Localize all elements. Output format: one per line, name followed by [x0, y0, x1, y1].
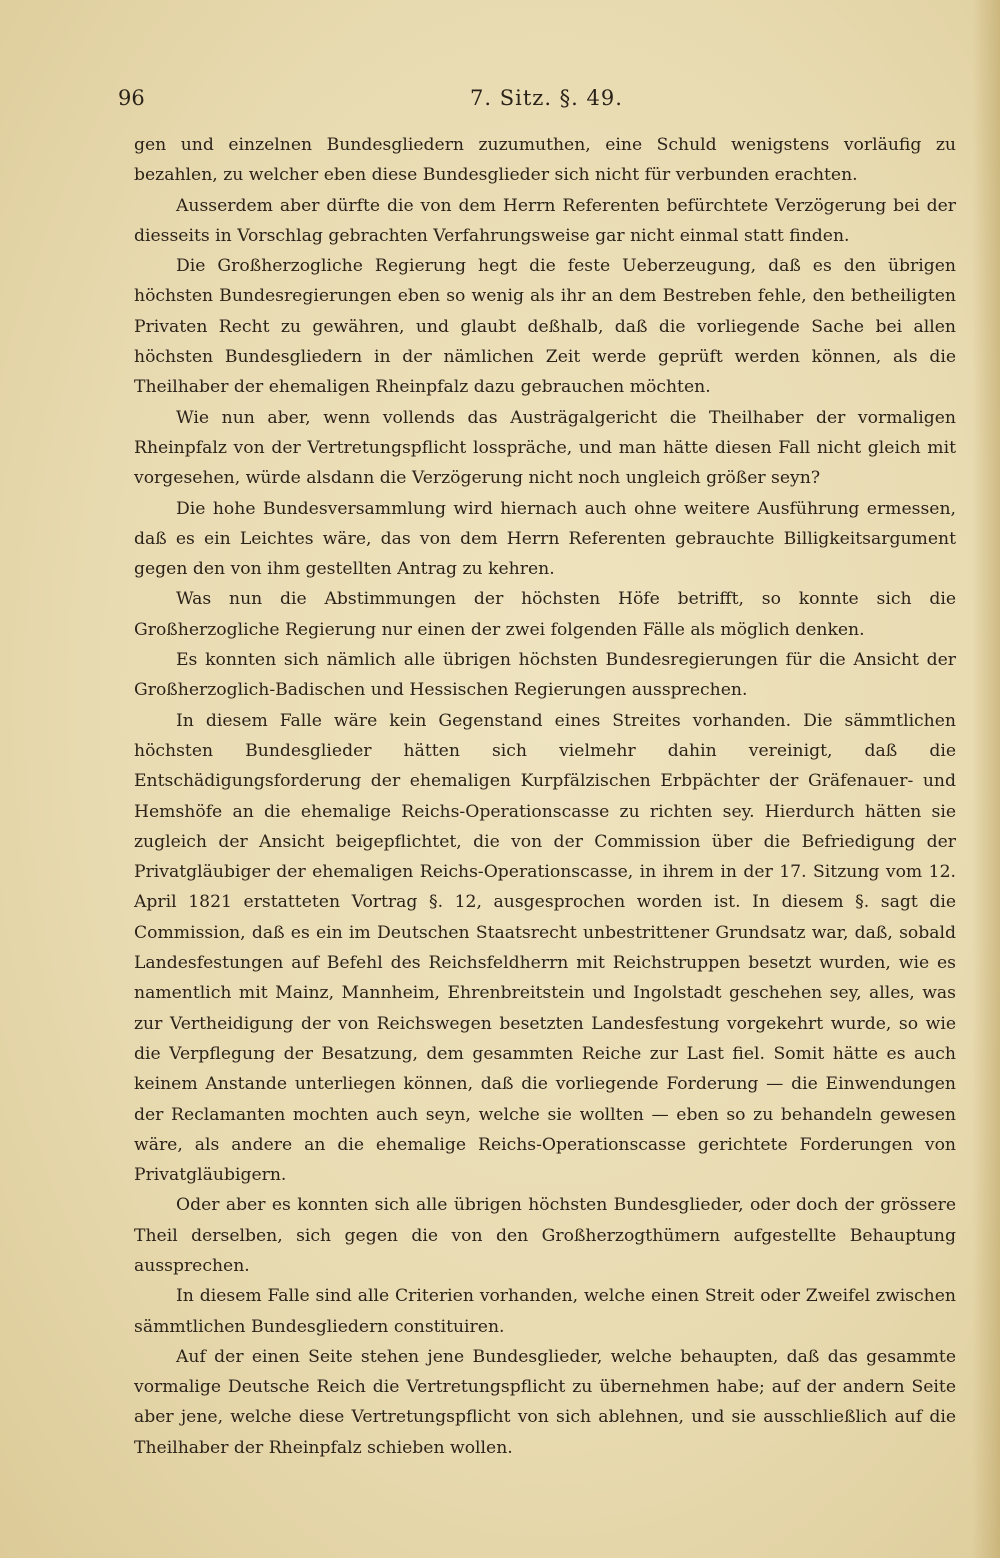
page-edge-shadow — [972, 0, 1000, 1558]
paragraph: Wie nun aber, wenn vollends das Austrägalgericht die Theilhaber der vormaligen Rheinpfalz von der Vertretungspflicht losspräche, und man hätte diesen Fall nicht gleich mit vorgesehen, würde alsdann die Verzögerung nicht noch ungleich größer seyn? — [134, 407, 956, 489]
running-head: 7. Sitz. §. 49. — [470, 86, 623, 110]
paragraph: Es konnten sich nämlich alle übrigen höchsten Bundesregierungen für die Ansicht der Großherzoglich-Badischen und Hessischen Regierungen aussprechen. — [134, 650, 956, 701]
page-number: 96 — [118, 86, 145, 110]
paragraph: Die hohe Bundesversammlung wird hiernach auch ohne weitere Ausführung ermessen, daß es ein Leichtes wäre, das von dem Herrn Referenten gebrauchte Billigkeitsargument gegen den von ihm gestellten Antrag zu kehren. — [134, 498, 956, 580]
paragraph: In diesem Falle sind alle Criterien vorhanden, welche einen Streit oder Zweifel zwischen sämmtlichen Bundesgliedern constituiren. — [134, 1286, 956, 1337]
paragraph: Die Großherzogliche Regierung hegt die feste Ueberzeugung, daß es den übrigen höchsten Bundesregierungen eben so wenig als ihr an dem Bestreben fehle, den betheiligten Privaten Recht zu gewähren, und glaubt deßhalb, daß die vorliegende Sache bei allen höchsten Bundesgliedern in der nämlichen Zeit werde geprüft werden können, als die Theilhaber der ehemaligen Rheinpfalz dazu gebrauchen möchten. — [134, 256, 956, 398]
page-header — [118, 86, 956, 120]
body-text — [134, 130, 956, 1463]
paragraph: Auf der einen Seite stehen jene Bundesglieder, welche behaupten, daß das gesammte vormalige Deutsche Reich die Vertretungspflicht zu übernehmen habe; auf der andern Seite aber jene, welche diese Vertretungspflicht von sich ablehnen, und sie ausschließlich auf die Theilhaber der Rheinpfalz schieben wollen. — [134, 1346, 956, 1458]
paragraph: Ausserdem aber dürfte die von dem Herrn Referenten befürchtete Verzögerung bei der diesseits in Vorschlag gebrachten Verfahrungsweise gar nicht einmal statt finden. — [134, 195, 956, 246]
paragraph: Oder aber es konnten sich alle übrigen höchsten Bundesglieder, oder doch der grössere Theil derselben, sich gegen die von den Großherzogthümern aufgestellte Behauptung aussprechen. — [134, 1195, 956, 1276]
paragraph: gen und einzelnen Bundesgliedern zuzumuthen, eine Schuld wenigstens vorläufig zu bezahlen, zu welcher eben diese Bundesglieder sich nicht für verbunden erachten. — [134, 135, 956, 186]
paragraph: In diesem Falle wäre kein Gegenstand eines Streites vorhanden. Die sämmtlichen höchsten Bundesglieder hätten sich vielmehr dahin vereinigt, daß die Entschädigungsforderung der ehemaligen Kurpfälzischen Erbpächter der Gräfenauer- und Hemshöfe an die ehemalige Reichs-Operationscasse zu richten sey. Hierdurch hätten sie zugleich der Ansicht beigepflichtet, die von der Commission über die Befriedigung der Privatgläubiger der ehemaligen Reichs-Operationscasse, in ihrem in der 17. Sitzung vom 12. April 1821 erstatteten Vortrag §. 12, ausgesprochen worden ist. In diesem §. sagt die Commission, daß es ein im Deutschen Staatsrecht unbestrittener Grundsatz war, daß, sobald Landesfestungen auf Befehl des Reichsfeldherrn mit Reichstruppen besetzt wurden, wie es namentlich mit Mainz, Mannheim, Ehrenbreitstein und Ingolstadt geschehen sey, alles, was zur Vertheidigung der von Reichswegen besetzten Landesfestung vorgekehrt wurde, so wie die Verpflegung der Besatzung, dem gesammten Reiche zur Last fiel. Somit hätte es auch keinem Anstande unterliegen können, daß die vorliegende Forderung — die Einwendungen der Reclamanten mochten auch seyn, welche sie wollten — eben so zu behandeln gewesen wäre, als andere an die ehemalige Reichs-Operationscasse gerichtete Forderungen von Privatgläubigern. — [134, 710, 956, 1186]
paragraph: Was nun die Abstimmungen der höchsten Höfe betrifft, so konnte sich die Großherzogliche Regierung nur einen der zwei folgenden Fälle als möglich denken. — [134, 589, 956, 640]
